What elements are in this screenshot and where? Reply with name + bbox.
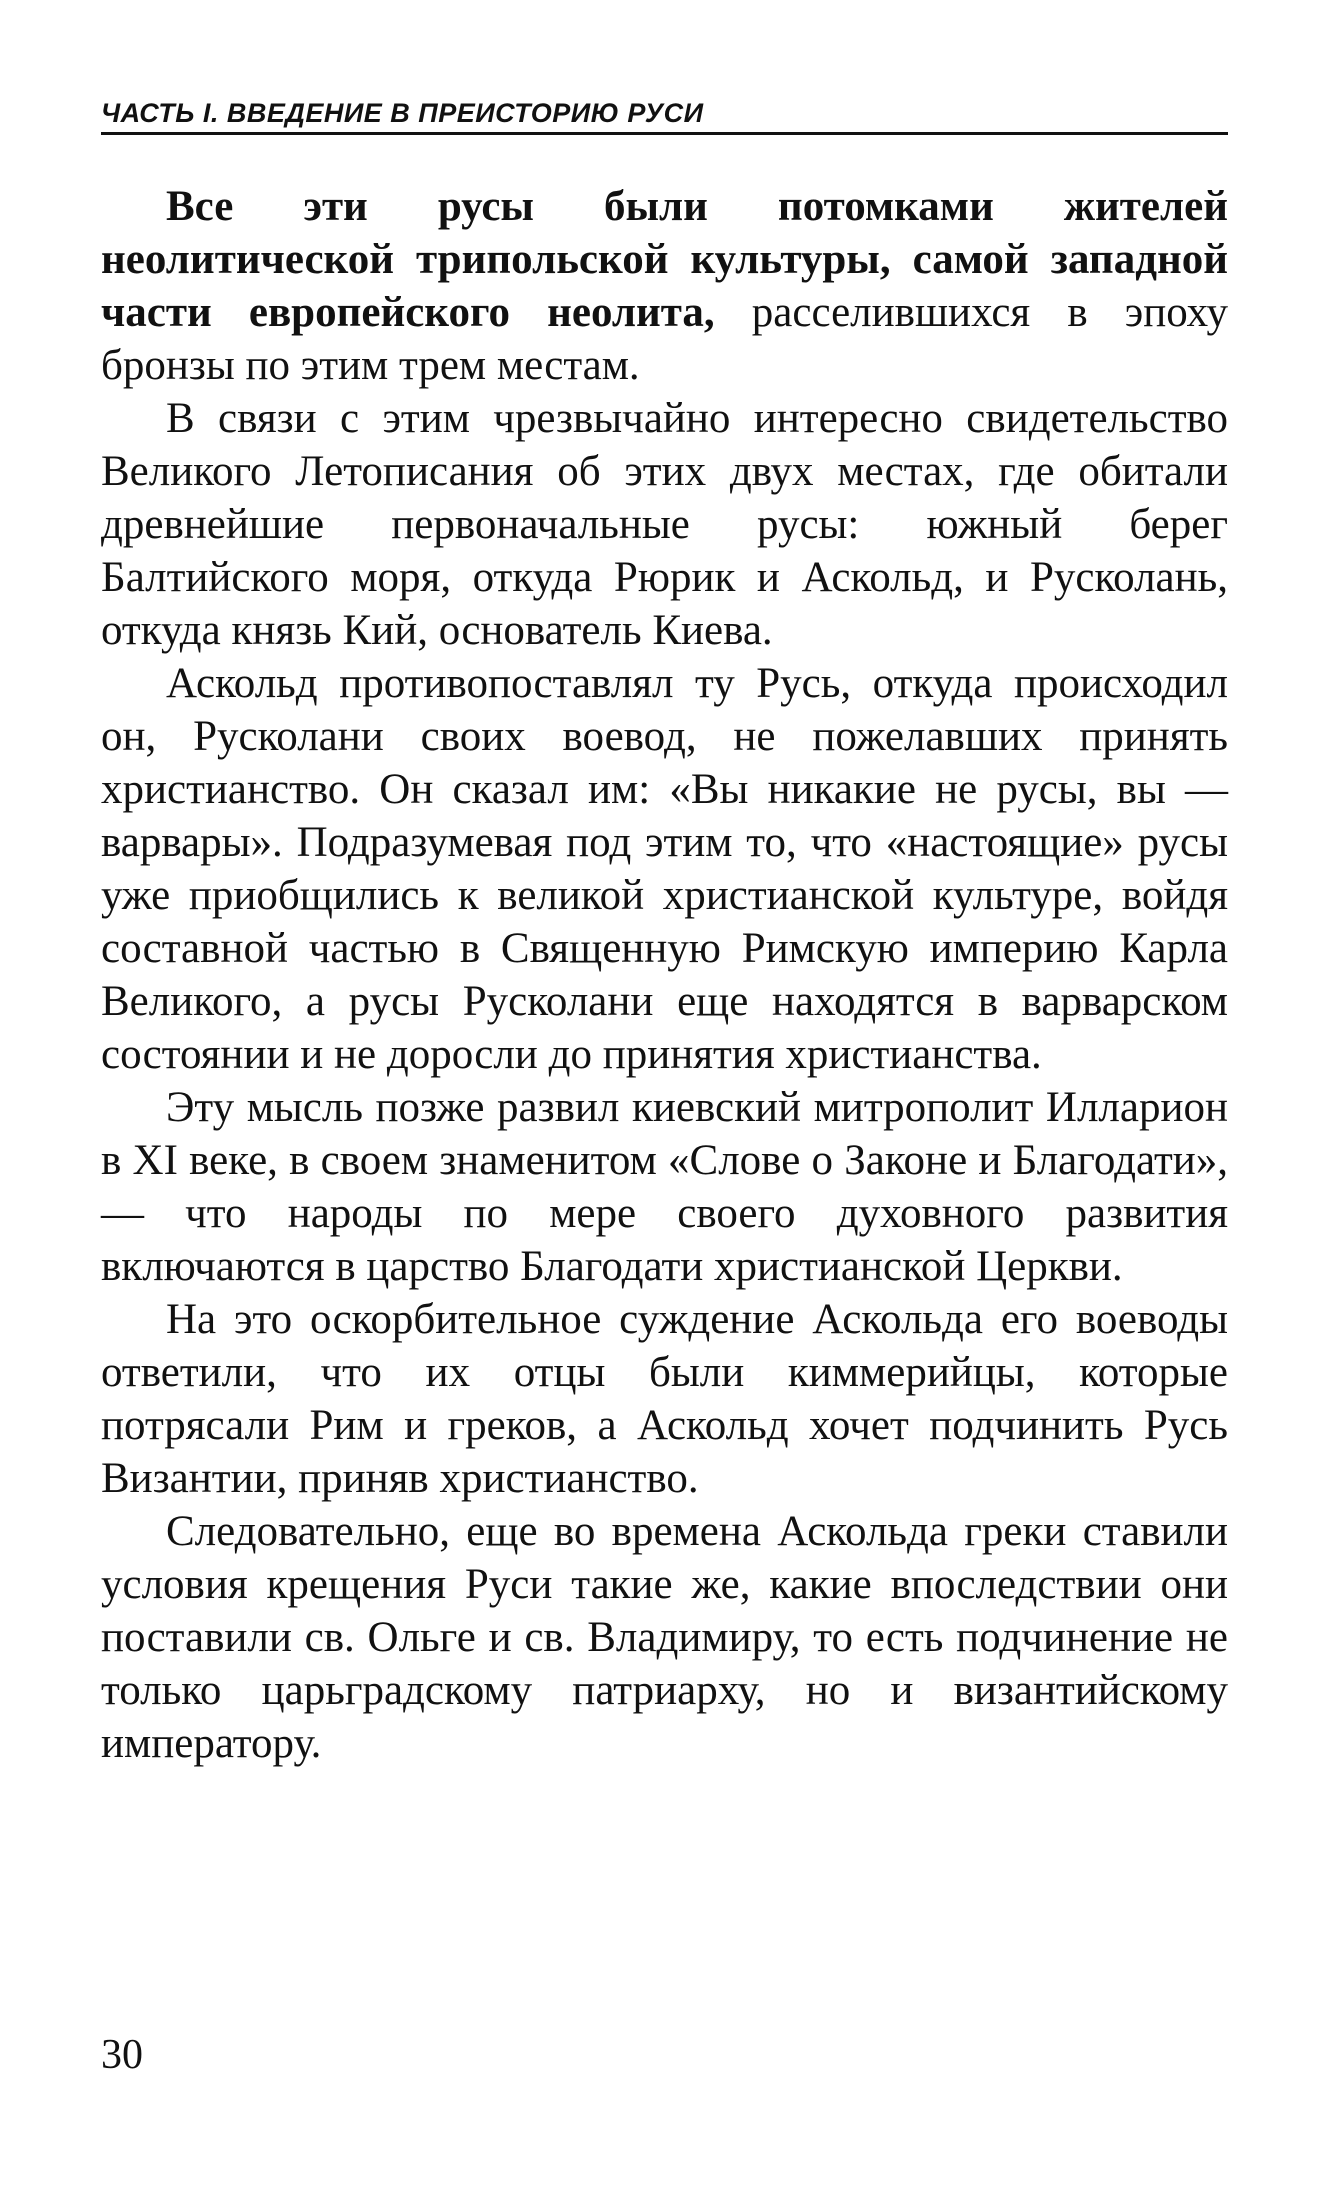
running-head: ЧАСТЬ I. ВВЕДЕНИЕ В ПРЕИСТОРИЮ РУСИ (101, 96, 1228, 135)
paragraph-6 (101, 1505, 1228, 1770)
paragraph-3-text: Аскольд противопоставлял ту Русь, откуда происходил он, Русколани своих воевод, не пожелавших принять христианство. Он сказал им: «Вы никакие не русы, вы — варвары». Подразумевая под этим то, что «настоящие» русы уже приобщились к великой христианской культуре, войдя составной частью в Священную Римскую империю Карла Великого, а русы Русколани еще находятся в варварском состоянии и не доросли до принятия христианства. (101, 660, 1228, 1078)
paragraph-1-bold: Все эти русы были потомками жителей неолитической трипольской культуры, самой западной части европейского неолита, (101, 183, 1228, 336)
paragraph-4 (101, 1081, 1228, 1293)
body-text (101, 180, 1228, 1770)
paragraph-2-text: В связи с этим чрезвычайно интересно свидетельство Великого Летописания об этих двух местах, где обитали древнейшие первоначальные русы: южный берег Балтийского моря, откуда Рюрик и Аскольд, и Русколань, откуда князь Кий, основатель Киева. (101, 395, 1228, 654)
paragraph-3 (101, 657, 1228, 1081)
paragraph-2 (101, 392, 1228, 657)
paragraph-1-text: расселившихся в эпоху бронзы по этим трем местам. (101, 289, 1229, 389)
paragraph-4-text: Эту мысль позже развил киевский митрополит Илларион в XI веке, в своем знаменитом «Слове о Законе и Благодати», — что народы по мере своего духовного развития включаются в царство Благодати христианской Церкви. (101, 1084, 1228, 1290)
paragraph-5-text: На это оскорбительное суждение Аскольда его воеводы ответили, что их отцы были киммерийцы, которые потрясали Рим и греков, а Аскольд хочет подчинить Русь Византии, приняв христианство. (101, 1296, 1228, 1502)
paragraph-1 (101, 180, 1228, 392)
paragraph-6-text: Следовательно, еще во времена Аскольда греки ставили условия крещения Руси такие же, какие впоследствии они поставили св. Ольге и св. Владимиру, то есть подчинение не только царьградскому патриарху, но и византийскому императору. (101, 1508, 1228, 1767)
paragraph-5 (101, 1293, 1228, 1505)
page-number: 30 (101, 2032, 143, 2078)
